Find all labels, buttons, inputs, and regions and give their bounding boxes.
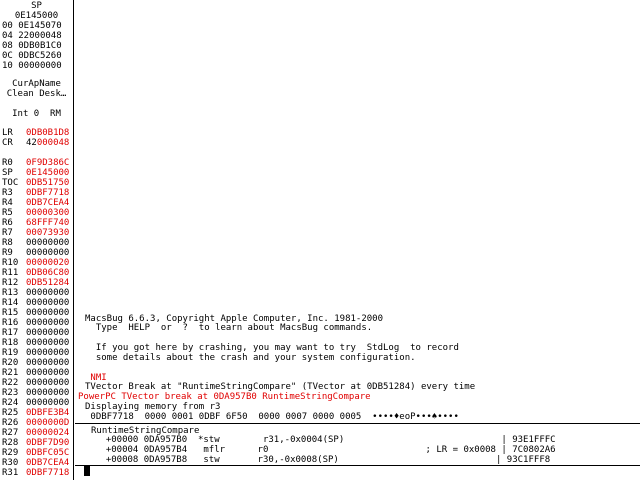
register-r24 <box>2 398 69 408</box>
register-value: 00000000 <box>26 328 70 338</box>
register-r18 <box>2 338 69 348</box>
register-name: R30 <box>2 458 19 468</box>
register-name: R24 <box>2 398 19 408</box>
register-value: 00073930 <box>26 228 70 238</box>
register-r23 <box>2 388 69 398</box>
register-r31 <box>2 468 69 478</box>
register-value: 00000000 <box>26 398 70 408</box>
register-value: 00000000 <box>26 348 70 358</box>
register-r20 <box>2 358 69 368</box>
register-name: R23 <box>2 388 19 398</box>
banner-text: MacsBug 6.6.3, Copyright Apple Computer, Inc. 1981-2000 <box>85 314 384 324</box>
tvector-break-text: TVector Break at "RuntimeStringCompare" (TVector at 0DB51284) every time <box>85 382 476 392</box>
register-r6 <box>2 218 69 228</box>
disasm-row: +00004 0DA957B4 mflr r0 ; LR = 0x0008 | 7C0802A6 <box>95 445 556 455</box>
register-value: 00000024 <box>26 428 70 438</box>
register-name: R25 <box>2 408 19 418</box>
register-r4 <box>2 198 69 208</box>
register-r16 <box>2 318 69 328</box>
stack-row: 0C 0DBC5260 <box>2 51 62 61</box>
register-r28 <box>2 438 69 448</box>
register-value: 0DB06C80 <box>26 268 70 278</box>
pc-window-top-divider <box>75 423 640 424</box>
register-value: 0DB7CEA4 <box>26 198 70 208</box>
register-value: 0F9D386C <box>26 158 70 168</box>
register-name: LR <box>2 128 13 138</box>
register-r12 <box>2 278 69 288</box>
register-r0 <box>2 158 69 168</box>
register-name: R26 <box>2 418 19 428</box>
register-value: 0DBF7718 <box>26 468 70 478</box>
register-value: 0DBF7718 <box>26 188 70 198</box>
register-name: R0 <box>2 158 13 168</box>
register-name: R6 <box>2 218 13 228</box>
register-name: R19 <box>2 348 19 358</box>
stack-row: 08 0DB0B1C0 <box>2 41 62 51</box>
register-name: R8 <box>2 238 13 248</box>
register-r5 <box>2 208 69 218</box>
register-value: 00000000 <box>26 338 70 348</box>
register-r7 <box>2 228 69 238</box>
nmi-text: NMI <box>85 373 107 383</box>
cur-ap-name-label: CurApName <box>12 79 61 89</box>
register-name: R28 <box>2 438 19 448</box>
register-r11 <box>2 268 69 278</box>
register-name: R21 <box>2 368 19 378</box>
register-name: R9 <box>2 248 13 258</box>
register-name: R5 <box>2 208 13 218</box>
register-value: 00000000 <box>26 368 70 378</box>
register-r9 <box>2 248 69 258</box>
register-sp <box>2 168 69 178</box>
powerpc-break-text: PowerPC TVector break at 0DA957B0 RuntimeStringCompare <box>78 392 371 402</box>
register-name: R20 <box>2 358 19 368</box>
register-value: 00000000 <box>26 358 70 368</box>
register-name: TOC <box>2 178 19 188</box>
register-r15 <box>2 308 69 318</box>
disasm-routine-name: RuntimeStringCompare <box>91 426 200 436</box>
register-toc <box>2 178 69 188</box>
register-value: 42000048 <box>26 138 70 148</box>
register-name: R15 <box>2 308 19 318</box>
register-r27 <box>2 428 69 438</box>
register-name: R22 <box>2 378 19 388</box>
register-pane <box>0 0 74 480</box>
register-name: R17 <box>2 328 19 338</box>
register-r3 <box>2 188 69 198</box>
register-value: 68FFF740 <box>26 218 70 228</box>
register-value: 0DB51750 <box>26 178 70 188</box>
register-name: R29 <box>2 448 19 458</box>
register-name: SP <box>2 168 13 178</box>
register-name: R7 <box>2 228 13 238</box>
register-value: 00000020 <box>26 258 70 268</box>
register-name: R16 <box>2 318 19 328</box>
stack-row: 00 0E145070 <box>2 21 62 31</box>
cur-ap-name-value: Clean Desk… <box>6 89 67 99</box>
register-value: 00000000 <box>26 298 70 308</box>
register-r21 <box>2 368 69 378</box>
register-r14 <box>2 298 69 308</box>
help-text: Type HELP or ? to learn about MacsBug commands. <box>85 323 373 333</box>
register-value: 0E145000 <box>26 168 70 178</box>
register-r30 <box>2 458 69 468</box>
register-value: 00000000 <box>26 378 70 388</box>
register-name: R12 <box>2 278 19 288</box>
memory-dump-line: 0DBF7718 0000 0001 0DBF 6F50 0000 0007 0000 0005 ••••♦eoP•••♠•••• <box>85 412 459 422</box>
crash-text-1: If you got here by crashing, you may want to try StdLog to record <box>85 343 459 353</box>
register-name: CR <box>2 138 13 148</box>
register-name: R3 <box>2 188 13 198</box>
disasm-row: +00008 0DA957B8 stw r30,-0x0008(SP) | 93C1FFF8 <box>95 455 551 465</box>
interrupt-level: Int 0 RM <box>12 109 61 119</box>
register-value: 0DBFE3B4 <box>26 408 70 418</box>
register-name: R10 <box>2 258 19 268</box>
register-r8 <box>2 238 69 248</box>
register-value: 00000000 <box>26 388 70 398</box>
register-name: R14 <box>2 298 19 308</box>
register-name: R4 <box>2 198 13 208</box>
register-value: 0DB7CEA4 <box>26 458 70 468</box>
stack-row: 04 22000048 <box>2 31 62 41</box>
register-value: 00000000 <box>26 238 70 248</box>
register-r10 <box>2 258 69 268</box>
command-line-input[interactable] <box>75 466 640 479</box>
register-r25 <box>2 408 69 418</box>
register-r13 <box>2 288 69 298</box>
register-name: R18 <box>2 338 19 348</box>
register-r19 <box>2 348 69 358</box>
stack-title: SP <box>31 1 42 11</box>
console-area <box>75 0 640 480</box>
register-value: 00000000 <box>26 288 70 298</box>
register-name: R13 <box>2 288 19 298</box>
crash-text-2: some details about the crash and your system configuration. <box>85 353 416 363</box>
register-name: R31 <box>2 468 19 478</box>
register-value: 00000000 <box>26 248 70 258</box>
stack-row: 10 00000000 <box>2 61 62 71</box>
display-memory-text: Displaying memory from r3 <box>85 402 221 412</box>
register-value: 0DB0B1D8 <box>26 128 70 138</box>
register-cr <box>2 138 69 148</box>
register-value: 0DB51284 <box>26 278 70 288</box>
register-value: 00000300 <box>26 208 70 218</box>
register-r22 <box>2 378 69 388</box>
register-name: R11 <box>2 268 19 278</box>
register-lr <box>2 128 69 138</box>
register-value: 00000000 <box>26 318 70 328</box>
register-value: 0000000D <box>26 418 70 428</box>
register-name: R27 <box>2 428 19 438</box>
register-value: 0DBF7D90 <box>26 438 70 448</box>
register-value: 00000000 <box>26 308 70 318</box>
register-r26 <box>2 418 69 428</box>
register-r17 <box>2 328 69 338</box>
register-r29 <box>2 448 69 458</box>
stack-pointer-value: 0E145000 <box>14 11 59 21</box>
register-value: 0DBFC05C <box>26 448 70 458</box>
disasm-row: +00000 0DA957B0 *stw r31,-0x0004(SP) | 93E1FFFC <box>95 435 556 445</box>
register-spacer <box>2 148 26 158</box>
